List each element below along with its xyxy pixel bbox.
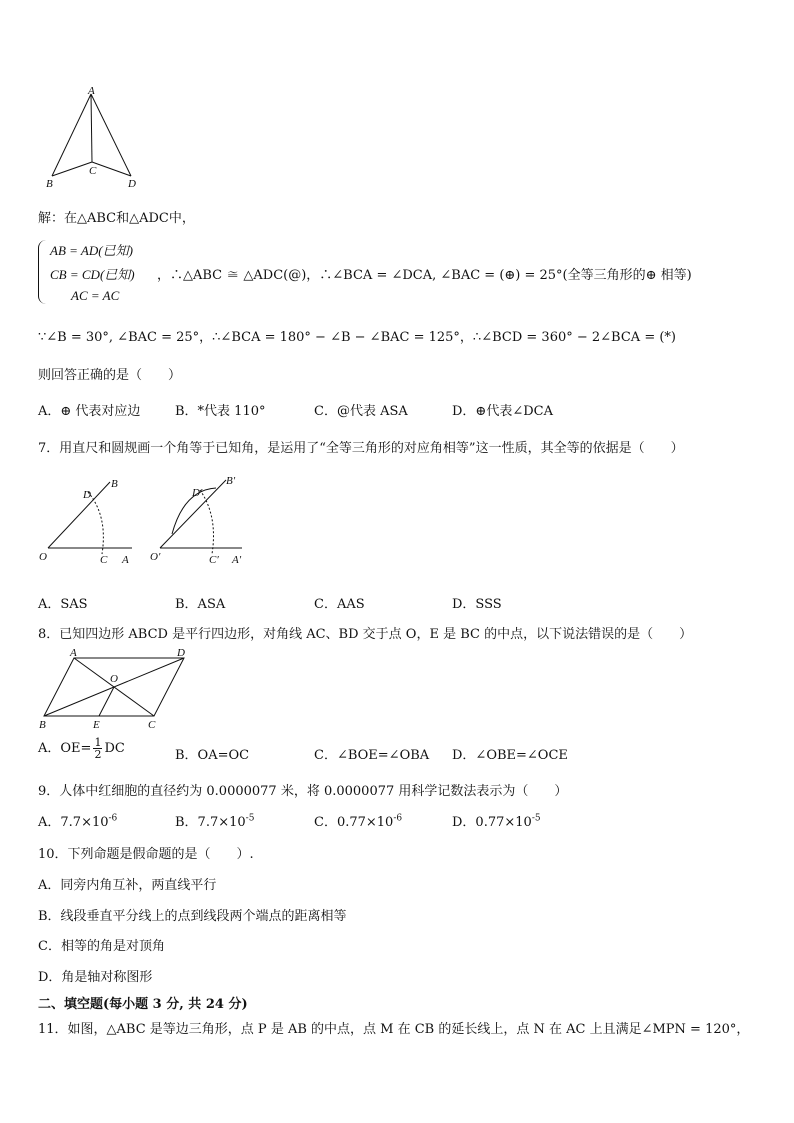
q9-option-b-exp: -5: [245, 813, 255, 824]
q9-option-c-base: C．0.77×10: [314, 815, 394, 830]
q8-option-a[interactable]: [38, 737, 125, 760]
label-b: B: [39, 719, 46, 731]
q10-option-c[interactable]: C．相等的角是对顶角: [38, 939, 165, 954]
q6-option-b[interactable]: B．*代表 110°: [175, 404, 266, 419]
q7-option-b[interactable]: B．ASA: [175, 597, 226, 612]
system-line-3: AC = AC: [71, 288, 120, 303]
q11-stem: 11．如图，△ABC 是等边三角形，点 P 是 AB 的中点，点 M 在 CB 的延长线上，点 N 在 AC 上且满足∠MPN = 120°，: [38, 1022, 750, 1037]
q8-parallelogram-figure: [34, 646, 204, 734]
angle-calculation: ∵∠B = 30°, ∠BAC = 25°，∴∠BCA = 180° − ∠B − ∠BAC = 125°，∴∠BCD = 360° − 2∠BCA = (*): [38, 330, 676, 345]
q10-option-b[interactable]: B．线段垂直平分线上的点到线段两个端点的距离相等: [38, 909, 347, 924]
label-c: C: [100, 554, 108, 566]
label-d: D: [83, 489, 91, 501]
q9-option-b[interactable]: [175, 811, 254, 830]
label-c: C: [89, 165, 97, 177]
q9-option-d-base: D．0.77×10: [452, 815, 532, 830]
q9-option-a-exp: -6: [108, 813, 118, 824]
label-o: O: [39, 551, 47, 563]
label-d-prime: D′: [192, 487, 203, 499]
label-b-prime: B′: [226, 475, 236, 487]
label-b: B: [46, 178, 53, 190]
q8-option-a-prefix: A．OE=: [38, 741, 92, 756]
q9-option-c[interactable]: [314, 811, 402, 830]
fraction-one-half: [93, 737, 102, 760]
label-c: C: [148, 719, 156, 731]
q9-option-a[interactable]: [38, 811, 117, 830]
q8-option-b[interactable]: B．OA=OC: [175, 748, 250, 763]
q9-stem: 9．人体中红细胞的直径约为 0.0000077 米，将 0.0000077 用科学记数法表示为（ ）: [38, 784, 568, 799]
q6-option-c[interactable]: C．@代表 ASA: [314, 404, 408, 419]
q8-stem: 8．已知四边形 ABCD 是平行四边形，对角线 AC、BD 交于点 O，E 是 BC 的中点，以下说法错误的是（ ）: [38, 627, 693, 642]
label-b: B: [111, 478, 118, 490]
q9-option-c-exp: -6: [393, 813, 403, 824]
label-d: D: [177, 647, 185, 659]
segment-ac: [91, 94, 92, 162]
system-conclusion: ，∴△ABC ≅ △ADC(@)，∴∠BCA = ∠DCA, ∠BAC = (⊕) = 25°(全等三角形的⊕ 相等): [157, 268, 692, 283]
q7-stem: 7．用直尺和圆规画一个角等于已知角，是运用了“全等三角形的对应角相等”这一性质，其全等的依据是（ ）: [38, 441, 684, 456]
fraction-denominator: 2: [94, 748, 102, 761]
q9-option-b-base: B．7.7×10: [175, 815, 246, 830]
question-ask: 则回答正确的是（ ）: [38, 368, 182, 383]
q8-option-d[interactable]: D．∠OBE=∠OCE: [452, 748, 568, 763]
label-c-prime: C′: [209, 554, 219, 566]
system-line-2: CB = CD(已知): [50, 267, 135, 282]
kite-figure: [40, 86, 150, 194]
label-a: A: [88, 86, 95, 97]
q7-figure-right: [146, 470, 256, 570]
system-brace: [38, 240, 47, 304]
section-title: 二、填空题(每小题 3 分, 共 24 分): [38, 997, 248, 1012]
q8-option-a-suffix: DC: [104, 741, 125, 756]
ray-ob: [48, 482, 110, 548]
label-a: A: [122, 554, 129, 566]
q7-option-d[interactable]: D．SSS: [452, 597, 502, 612]
q8-option-c[interactable]: C．∠BOE=∠OBA: [314, 748, 430, 763]
label-a: A: [70, 647, 77, 659]
fraction-numerator: 1: [94, 736, 102, 749]
q7-option-c[interactable]: C．AAS: [314, 597, 365, 612]
q10-option-d[interactable]: D．角是轴对称图形: [38, 970, 153, 985]
q10-option-a[interactable]: A．同旁内角互补，两直线平行: [38, 878, 217, 893]
q10-stem: 10．下列命题是假命题的是（ ）.: [38, 847, 254, 862]
label-o-prime: O′: [150, 551, 161, 563]
label-e: E: [93, 719, 100, 731]
q9-option-d[interactable]: [452, 811, 541, 830]
label-d: D: [128, 178, 136, 190]
q6-option-a[interactable]: A．⊕ 代表对应边: [38, 404, 141, 419]
q9-option-a-base: A．7.7×10: [38, 815, 109, 830]
q7-figure-left: [36, 470, 146, 570]
q6-option-d[interactable]: D．⊕代表∠DCA: [452, 404, 553, 419]
segment-ab: [52, 94, 91, 176]
system-line-1: AB = AD(已知): [50, 243, 133, 258]
q9-option-d-exp: -5: [531, 813, 541, 824]
q7-option-a[interactable]: A．SAS: [38, 597, 88, 612]
solution-intro: 解：在△ABC和△ADC中，: [38, 211, 195, 226]
arc-cd: [88, 492, 103, 554]
label-a-prime: A′: [232, 554, 242, 566]
segment-oe: [99, 687, 114, 716]
label-o: O: [110, 673, 118, 685]
